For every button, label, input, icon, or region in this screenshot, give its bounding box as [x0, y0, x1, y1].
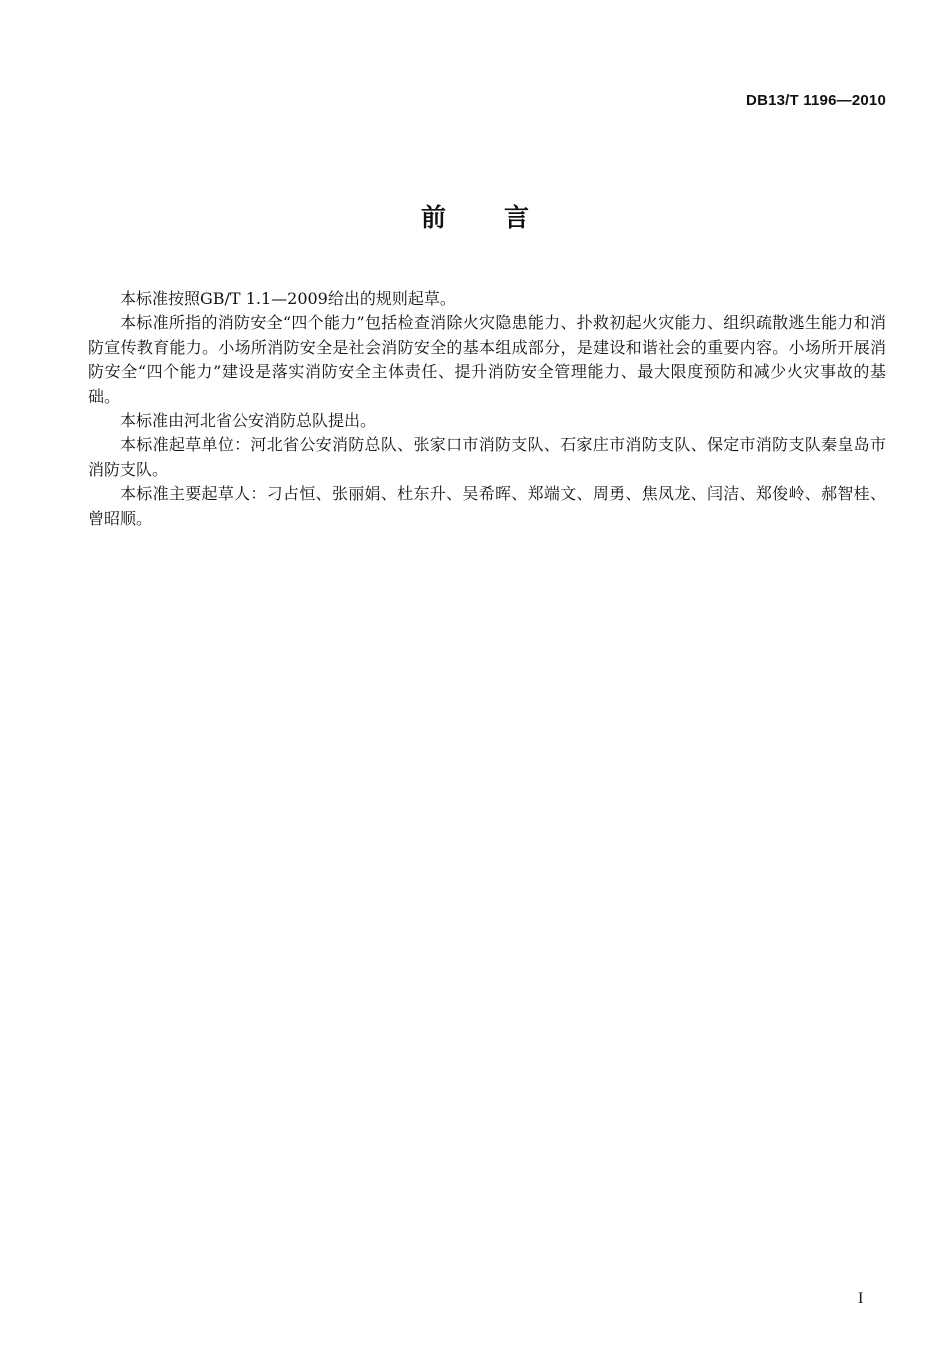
document-code: DB13/T 1196—2010 — [746, 92, 886, 109]
page-number: I — [858, 1290, 864, 1307]
page-title: 前言 — [420, 203, 587, 232]
paragraph-four-abilities: 本标准所指的消防安全“四个能力”包括检查消除火灾隐患能力、扑救初起火灾能力、组织疏散逃生能力和消防宣传教育能力。小场所消防安全是社会消防安全的基本组成部分，是建设和谐社会的重要内容。小场所开展消防安全“四个能力”建设是落实消防安全主体责任、提升消防安全管理能力、最大限度预防和减少火灾事故的基础。 — [88, 313, 886, 406]
paragraph-drafting-rules: 本标准按照GB/T 1.1—2009给出的规则起草。 — [120, 289, 456, 308]
paragraph-main-drafters: 本标准主要起草人：刁占恒、张丽娟、杜东升、吴希晖、郑端文、周勇、焦凤龙、闫洁、郑俊岭、郝智桂、曾昭顺。 — [88, 484, 886, 528]
paragraph-proposer: 本标准由河北省公安消防总队提出。 — [120, 411, 377, 431]
foreword-body — [88, 287, 886, 531]
paragraph-drafting-units: 本标准起草单位：河北省公安消防总队、张家口市消防支队、石家庄市消防支队、保定市消防支队秦皇岛市消防支队。 — [88, 435, 886, 479]
